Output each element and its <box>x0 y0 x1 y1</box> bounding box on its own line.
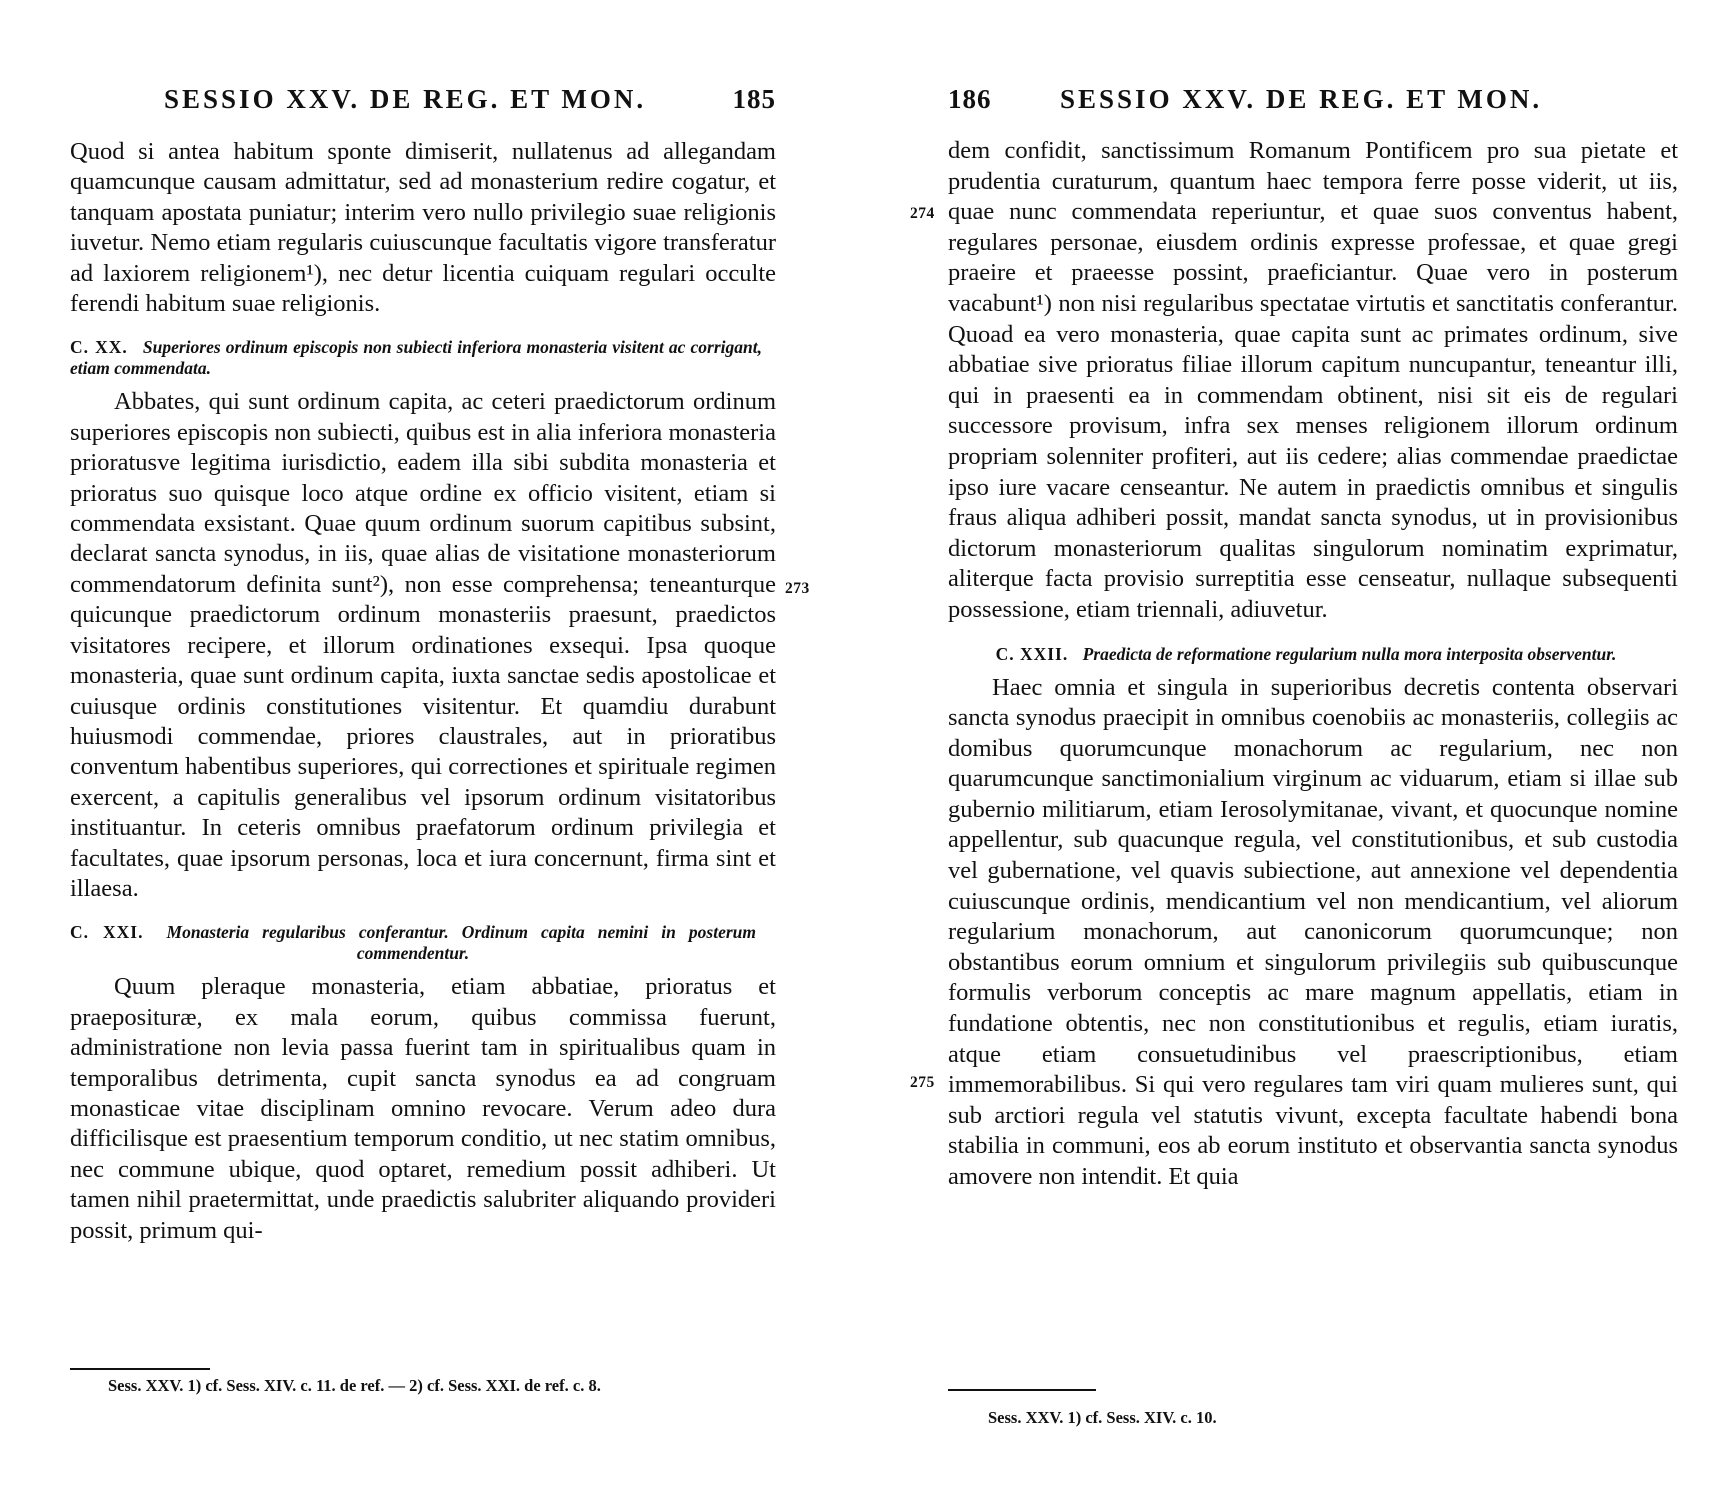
chapter-paragraph: Abbates, qui sunt ordinum capita, ac ceteri praedictorum ordinum superiores episcopis non subiecti, quibus est in alia inferiora monasteria prioratusve legitima iurisdictio, eadem illa sibi subdita monasteria et prioratus suo quisque loco atque ordine ex officio visitent, etiam si commendata exsistant. Quae quum ordinum suorum capitibus subsint, declarat sancta synodus, in iis, quae alias de visitatione monasteriorum commendatorum definita sunt²), non esse comprehensa; teneanturque quicunque praedictorum ordinum monasteriis praesunt, praedictos visitatores recipere, et illorum ordinationes exsequi. Ipsa quoque monasteria, quae sunt ordinum capita, iuxta sanctae sedis apostolicae et cuiusque ordinis constitutiones visitentur. Et quamdiu durabunt huiusmodi commendae, priores claustrales, aut in prioratibus conventum habentibus superiores, qui correctiones et spirituale regimen exercent, a capitulis generalibus vel ipsorum ordinum visitatoribus instituantur. In ceteris omnibus praefatorum ordinum privilegia et facultates, quae ipsorum personas, loca et iura concernunt, firma sint et illaesa. <box>70 388 776 902</box>
margin-number: 273 <box>785 580 810 597</box>
running-header <box>70 84 776 124</box>
chapter-heading <box>70 922 756 964</box>
footnote-rule <box>70 1368 210 1370</box>
margin-number: 274 <box>910 205 935 222</box>
chapter-title: Monasteria regularibus conferantur. Ordinum capita nemini in posterum commendentur. <box>166 922 756 964</box>
margin-number: 275 <box>910 1074 935 1091</box>
chapter-paragraph: Quum pleraque monasteria, etiam abbatiae, prioratus et praeposituræ, ex mala eorum, quibus commissa fuerunt, administratione non levia passa fuerint tam in spiritualibus quam in temporalibus detrimenta, cupit sancta synodus ea ad congruam monasticae vitae disciplinam omnino revocare. Verum adeo dura difficilisque est praesentium temporum conditio, ut nec statim omnibus, nec commune ubique, quod optaret, remedium possit adhiberi. Ut tamen nihil praetermittat, unde praedictis salubriter aliquando provideri possit, primum qui- <box>70 973 776 1244</box>
footnote-rule <box>948 1389 1096 1391</box>
footnote: Sess. XXV. 1) cf. Sess. XIV. c. 10. <box>988 1408 1217 1427</box>
running-header-title: SESSIO XXV. DE REG. ET MON. <box>164 84 647 114</box>
page-number: 186 <box>948 84 992 114</box>
chapter-heading <box>948 644 1664 665</box>
chapter-number: C. XXI. <box>70 922 144 943</box>
page-body <box>70 137 776 1246</box>
footnote: Sess. XXV. 1) cf. Sess. XIV. c. 11. de ref. — 2) cf. Sess. XXI. de ref. c. 8. <box>108 1376 601 1395</box>
running-header <box>948 84 1678 124</box>
continuation-paragraph: Quod si antea habitum sponte dimiserit, nullatenus ad allegandam quamcunque causam admittatur, sed ad monasterium redire cogatur, et tanquam apostata puniatur; interim vero nullo privilegio suae religionis iuvetur. Nemo etiam regularis cuiuscunque facultatis vigore transferatur ad laxiorem religionem¹), nec detur licentia cuiquam regulari occulte ferendi habitum suae religionis. <box>70 138 776 318</box>
page-number: 185 <box>732 84 776 114</box>
chapter-number: C. XX. <box>70 337 128 358</box>
continuation-paragraph: dem confidit, sanctissimum Romanum Pontificem pro sua pietate et prudentia curaturum, quantum haec tempora ferre posse viderit, ut iis, quae nunc commendata reperiuntur, et quae suos conventus habent, regulares personae, eiusdem ordinis expresse professae, et quae gregi praeire et praeesse possint, praeficiantur. Quae vero in posterum vacabunt¹) non nisi regularibus spectatae virtutis et sanctitatis conferantur. Quoad ea vero monasteria, quae capita sunt ac primates ordinum, sive abbatiae sive prioratus filiae illorum capitum nuncupantur, teneantur illi, qui in praesenti ea in commendam obtinent, nisi sit eis de regulari successore provisum, infra sex menses religionem illorum ordinum propriam solenniter profiteri, aut iis cedere; alias commendae praedictae ipso iure vacare censeantur. Ne autem in praedictis omnibus et singulis fraus aliqua adhiberi possit, mandat sancta synodus, ut in provisionibus dictorum monasteriorum qualitas singulorum nominatim exprimatur, aliterque facta provisio surreptitia esse censeatur, nullaque subsequenti possessione, etiam triennali, adiuvetur. <box>948 137 1678 623</box>
chapter-title: Superiores ordinum episcopis non subiecti inferiora monasteria visitent ac corrigant, etiam commendata. <box>70 337 763 379</box>
chapter-paragraph: Haec omnia et singula in superioribus decretis contenta observari sancta synodus praecipit in omnibus coenobiis ac monasteriis, collegiis ac domibus quorumcunque monachorum ac regularium, nec non quarumcunque sanctimonialium virginum ac viduarum, etiam si illae sub gubernio militiarum, etiam Ierosolymitanae, vivant, et quocunque nomine appellentur, sub quacunque regula, vel constitutionibus, et sub custodia vel gubernatione, vel quavis subiectione, aut annexione vel dependentia cuiuscunque ordinis, mendicantium vel non mendicantium, vel aliorum regularium monachorum, aut canonicorum quorumcunque; non obstantibus eorum omnium et singulorum privilegiis sub quibuscunque formulis verborum conceptis ac mare magnum appellatis, etiam in fundatione obtentis, nec non constitutionibus et regulis, etiam iuratis, atque etiam consuetudinibus vel praescriptionibus, etiam immemorabilibus. Si qui vero regulares tam viri quam mulieres sunt, qui sub arctiori regula vel statutis vivunt, excepta facultate habendi bona stabilia in communi, eos ab eorum instituto et observantia sancta synodus amovere non intendit. Et quia <box>948 673 1678 1190</box>
chapter-title: Praedicta de reformatione regularium nulla mora interposita observentur. <box>1082 643 1617 664</box>
chapter-number: C. XXII. <box>995 643 1069 664</box>
running-header-title: SESSIO XXV. DE REG. ET MON. <box>1060 84 1543 114</box>
page-body <box>948 136 1678 1193</box>
chapter-heading <box>70 337 762 379</box>
